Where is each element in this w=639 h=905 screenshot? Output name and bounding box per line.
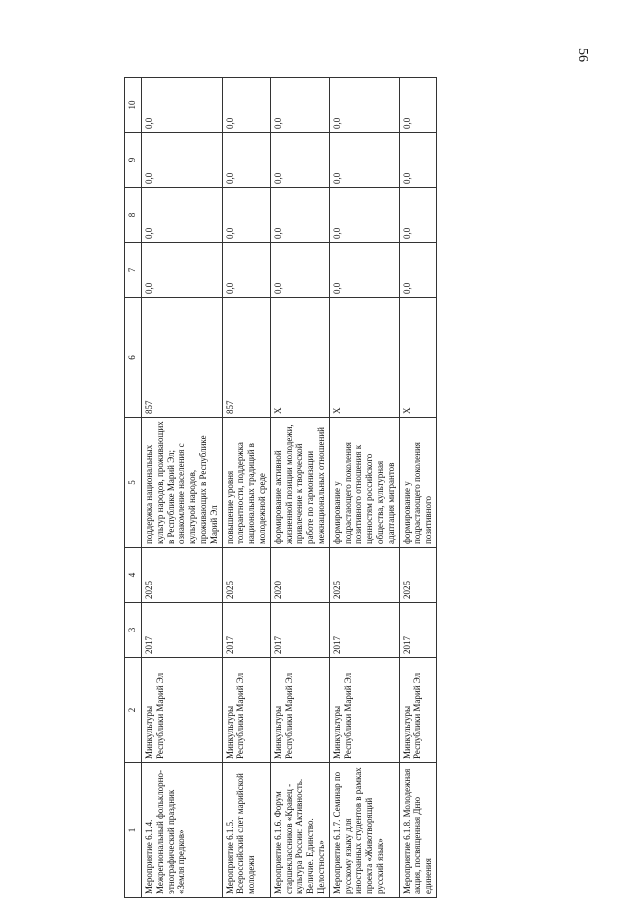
- table-cell: 2020: [270, 548, 329, 603]
- program-table: [124, 77, 437, 898]
- table-cell: 2025: [399, 548, 436, 603]
- table-cell: Х: [399, 298, 436, 418]
- table-cell: 0,0: [399, 133, 436, 188]
- table-cell: 0,0: [329, 78, 399, 133]
- table-row: [142, 78, 223, 898]
- table-cell: 2017: [399, 603, 436, 658]
- header-row: [125, 78, 142, 898]
- table-cell: Минкультуры Республики Марий Эл: [270, 658, 329, 763]
- table-cell: 0,0: [222, 188, 270, 243]
- table-cell: Минкультуры Республики Марий Эл: [329, 658, 399, 763]
- table-cell: 2025: [222, 548, 270, 603]
- header-cell: 3: [125, 603, 142, 658]
- table-cell: 2025: [142, 548, 223, 603]
- table-cell: 857: [142, 298, 223, 418]
- table-cell: 0,0: [222, 243, 270, 298]
- table-cell: формирование у подрастающего поколения позитивного отношения к ценностям российского общества, культурная адаптация мигрантов: [329, 418, 399, 548]
- header-cell: 7: [125, 243, 142, 298]
- table-cell: 0,0: [222, 78, 270, 133]
- table-cell: Мероприятие 6.1.7. Семинар по русскому языку для иностранных студентов в рамках проекта «Животворящий русский язык»: [329, 763, 399, 898]
- table-cell: 2025: [329, 548, 399, 603]
- table-cell: 0,0: [399, 188, 436, 243]
- table-cell: Х: [329, 298, 399, 418]
- header-cell: 8: [125, 188, 142, 243]
- table-cell: Мероприятие 6.1.6. Форум старшеклассников «Кравец - культура России: Активность. Величие. Единство. Целостность»: [270, 763, 329, 898]
- table-cell: 0,0: [222, 133, 270, 188]
- header-cell: 10: [125, 78, 142, 133]
- header-cell: 5: [125, 418, 142, 548]
- table-cell: 0,0: [270, 133, 329, 188]
- header-cell: 4: [125, 548, 142, 603]
- table-cell: 0,0: [270, 78, 329, 133]
- page-number: 56: [575, 48, 590, 62]
- table-cell: 0,0: [329, 133, 399, 188]
- table-cell: 2017: [270, 603, 329, 658]
- table-cell: 0,0: [329, 243, 399, 298]
- table-cell: 0,0: [270, 188, 329, 243]
- header-cell: 9: [125, 133, 142, 188]
- table-cell: 0,0: [270, 243, 329, 298]
- table-cell: повышение уровня толерантности, поддержка национальных традиций в молодежной среде: [222, 418, 270, 548]
- table-cell: Минкультуры Республики Марий Эл: [142, 658, 223, 763]
- header-cell: 6: [125, 298, 142, 418]
- table-cell: Х: [270, 298, 329, 418]
- table-row: [329, 78, 399, 898]
- header-cell: 1: [125, 763, 142, 898]
- table-cell: Мероприятие 6.1.4. Межрегиональный фольклорно-этнографический праздник «Земля предков»: [142, 763, 223, 898]
- table-cell: формирование у подрастающего поколения позитивного: [399, 418, 436, 548]
- rotated-table-container: [124, 78, 624, 898]
- table-cell: Мероприятие 6.1.8. Молодежная акция, посвященная Дню единения: [399, 763, 436, 898]
- table-cell: 857: [222, 298, 270, 418]
- table-cell: 0,0: [329, 188, 399, 243]
- table-cell: Минкультуры Республики Марий Эл: [222, 658, 270, 763]
- table-cell: 0,0: [142, 243, 223, 298]
- table-cell: 0,0: [142, 78, 223, 133]
- table-cell: 0,0: [399, 78, 436, 133]
- table-cell: 0,0: [399, 243, 436, 298]
- table-cell: Мероприятие 6.1.5. Всероссийский слет марийской молодежи: [222, 763, 270, 898]
- table-cell: 0,0: [142, 133, 223, 188]
- table-cell: 2017: [142, 603, 223, 658]
- table-cell: формирование активной жизненной позиции молодежи, привлечение к творческой работе по гармонизации межнациональных отношений: [270, 418, 329, 548]
- table-cell: поддержка национальных культур народов, проживающих в Республике Марий Эл; ознакомление населения с культурой народов, проживающих в Республике Марий Эл: [142, 418, 223, 548]
- table-cell: 0,0: [142, 188, 223, 243]
- table-row: [222, 78, 270, 898]
- table-row: [399, 78, 436, 898]
- table-cell: 2017: [222, 603, 270, 658]
- table-cell: Минкультуры Республики Марий Эл: [399, 658, 436, 763]
- table-cell: 2017: [329, 603, 399, 658]
- header-cell: 2: [125, 658, 142, 763]
- table-row: [270, 78, 329, 898]
